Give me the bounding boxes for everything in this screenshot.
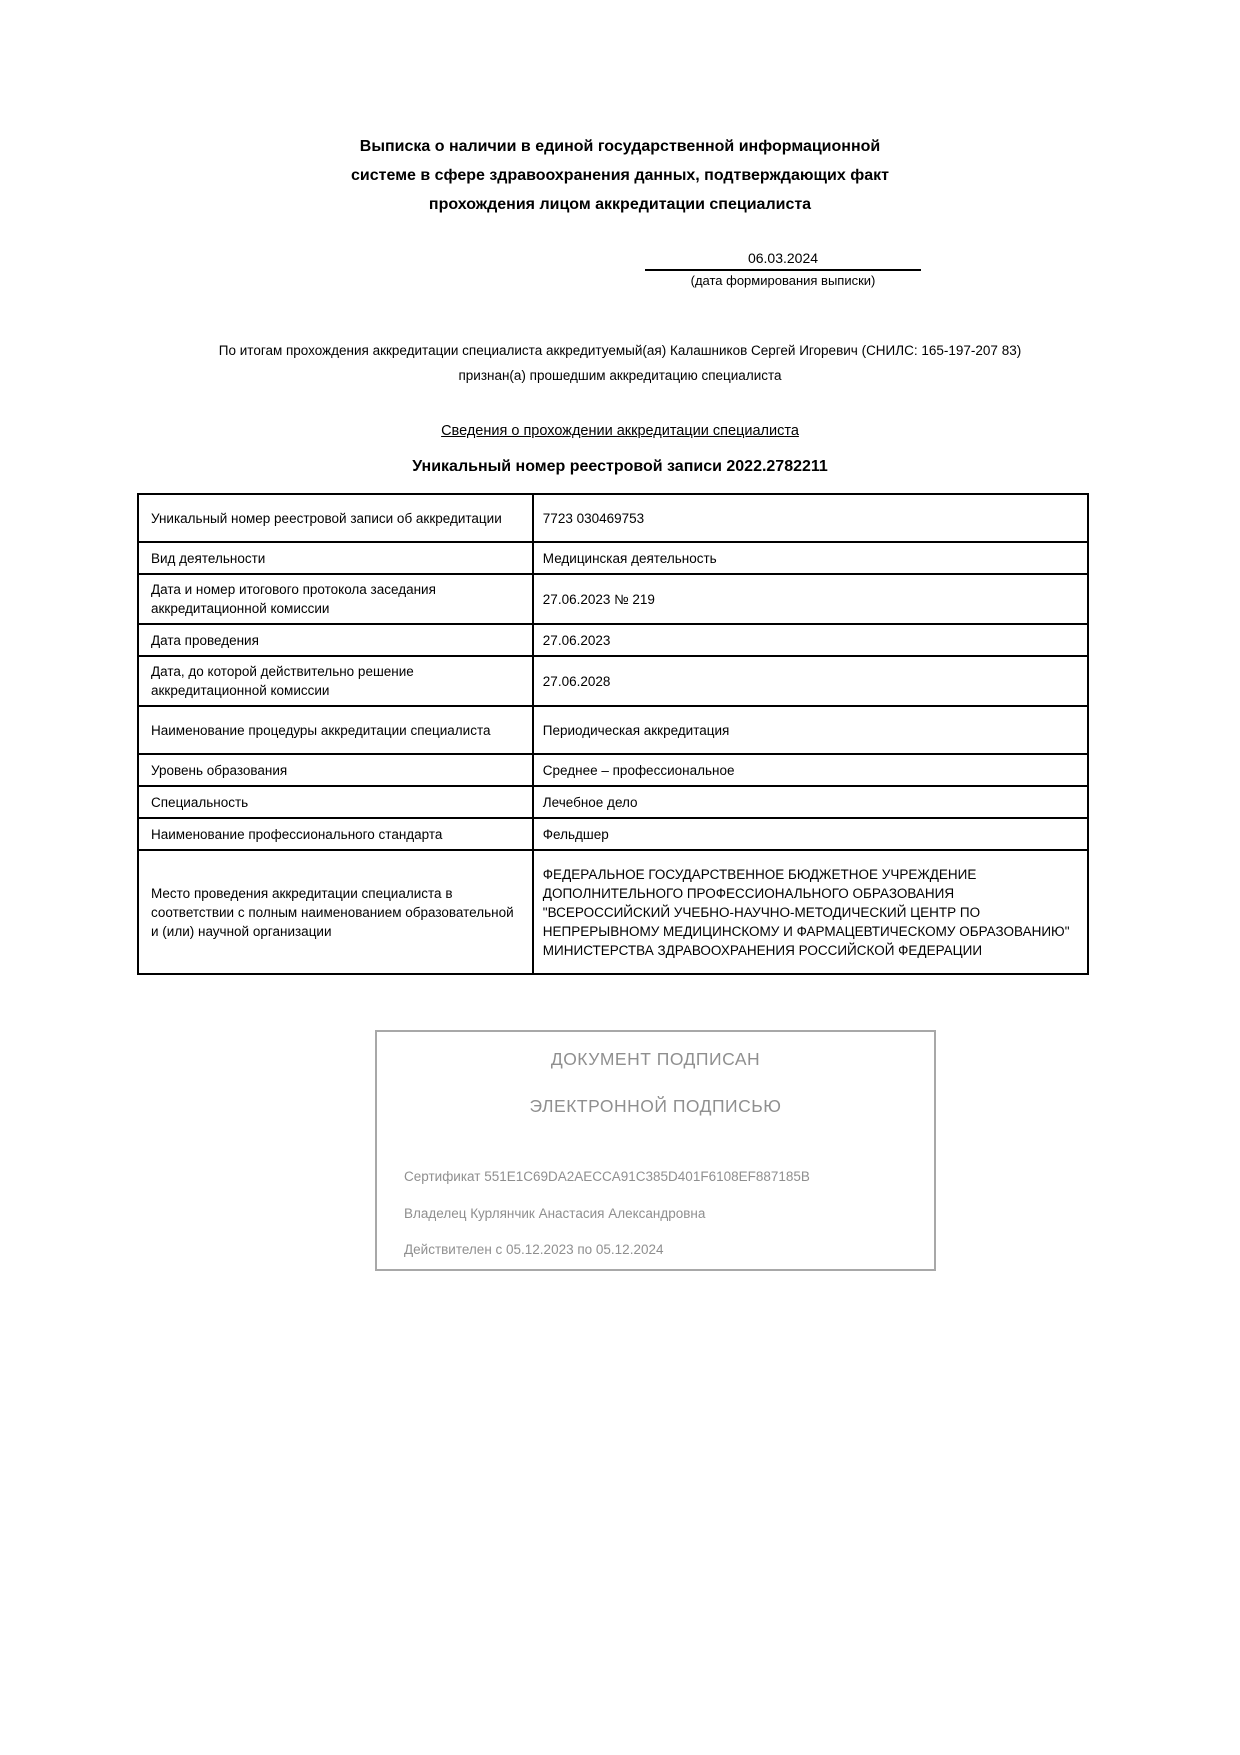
accreditation-table — [137, 493, 1089, 975]
accreditation-statement-line: признан(а) прошедшим аккредитацию специалиста — [458, 368, 782, 383]
table-row — [138, 818, 1088, 850]
table-row — [138, 656, 1088, 706]
signature-title-line: ДОКУМЕНТ ПОДПИСАН — [550, 1049, 761, 1069]
row-label-cell: Уровень образования — [138, 754, 533, 786]
table-row — [138, 706, 1088, 754]
row-value-cell: 7723 030469753 — [533, 494, 1088, 542]
signature-owner: Владелец Курлянчик Анастасия Александровна — [404, 1206, 706, 1221]
document-title-line: Выписка о наличии в единой государственной информационной — [359, 138, 881, 155]
row-value-cell: 27.06.2023 — [533, 624, 1088, 656]
row-value-cell: Фельдшер — [533, 818, 1088, 850]
row-value-cell: Медицинская деятельность — [533, 542, 1088, 574]
table-row — [138, 786, 1088, 818]
table-row — [138, 542, 1088, 574]
document-title-line: системе в сфере здравоохранения данных, подтверждающих факт — [351, 167, 889, 184]
row-value-cell: Лечебное дело — [533, 786, 1088, 818]
formation-date: 06.03.2024 — [645, 250, 921, 271]
row-value-cell: Периодическая аккредитация — [533, 706, 1088, 754]
section-heading: Сведения о прохождении аккредитации специалиста — [441, 423, 799, 439]
row-value-cell: 27.06.2028 — [533, 656, 1088, 706]
accreditation-statement — [0, 338, 1240, 388]
electronic-signature-stamp — [375, 1030, 936, 1271]
registry-record-heading: Уникальный номер реестровой записи 2022.2782211 — [412, 458, 828, 475]
formation-date-block — [645, 250, 921, 288]
table-row — [138, 754, 1088, 786]
signature-title-line: ЭЛЕКТРОННОЙ ПОДПИСЬЮ — [529, 1096, 782, 1116]
row-value-cell: Среднее – профессиональное — [533, 754, 1088, 786]
row-label-cell: Дата проведения — [138, 624, 533, 656]
signature-certificate: Сертификат 551E1C69DA2AECCA91C385D401F6108EF887185B — [404, 1169, 810, 1184]
row-label-cell: Вид деятельности — [138, 542, 533, 574]
row-label-cell: Дата и номер итогового протокола заседания аккредитационной комиссии — [138, 574, 533, 624]
document-title — [0, 132, 1240, 219]
table-row — [138, 850, 1088, 974]
row-value-cell: ФЕДЕРАЛЬНОЕ ГОСУДАРСТВЕННОЕ БЮДЖЕТНОЕ УЧРЕЖДЕНИЕ ДОПОЛНИТЕЛЬНОГО ПРОФЕССИОНАЛЬНОГО ОБРАЗОВАНИЯ "ВСЕРОССИЙСКИЙ УЧЕБНО-НАУЧНО-МЕТОДИЧЕСКИЙ ЦЕНТР ПО НЕПРЕРЫВНОМУ МЕДИЦИНСКОМУ И ФАРМАЦЕВТИЧЕСКОМУ ОБРАЗОВАНИЮ" МИНИСТЕРСТВА ЗДРАВООХРАНЕНИЯ РОССИЙСКОЙ ФЕДЕРАЦИИ — [533, 850, 1088, 974]
document-title-line: прохождения лицом аккредитации специалиста — [428, 196, 812, 213]
row-label-cell: Место проведения аккредитации специалиста в соответствии с полным наименованием образовательной и (или) научной организации — [138, 850, 533, 974]
signature-validity: Действителен с 05.12.2023 по 05.12.2024 — [404, 1242, 664, 1257]
formation-date-caption: (дата формирования выписки) — [690, 273, 876, 288]
row-label-cell: Наименование профессионального стандарта — [138, 818, 533, 850]
row-value-cell: 27.06.2023 № 219 — [533, 574, 1088, 624]
table-row — [138, 494, 1088, 542]
row-label-cell: Наименование процедуры аккредитации специалиста — [138, 706, 533, 754]
row-label-cell: Специальность — [138, 786, 533, 818]
accreditation-statement-line: По итогам прохождения аккредитации специалиста аккредитуемый(ая) Калашников Сергей Игоревич (СНИЛС: 165-197-207 83) — [218, 343, 1022, 358]
table-row — [138, 574, 1088, 624]
table-row — [138, 624, 1088, 656]
row-label-cell: Уникальный номер реестровой записи об аккредитации — [138, 494, 533, 542]
row-label-cell: Дата, до которой действительно решение аккредитационной комиссии — [138, 656, 533, 706]
